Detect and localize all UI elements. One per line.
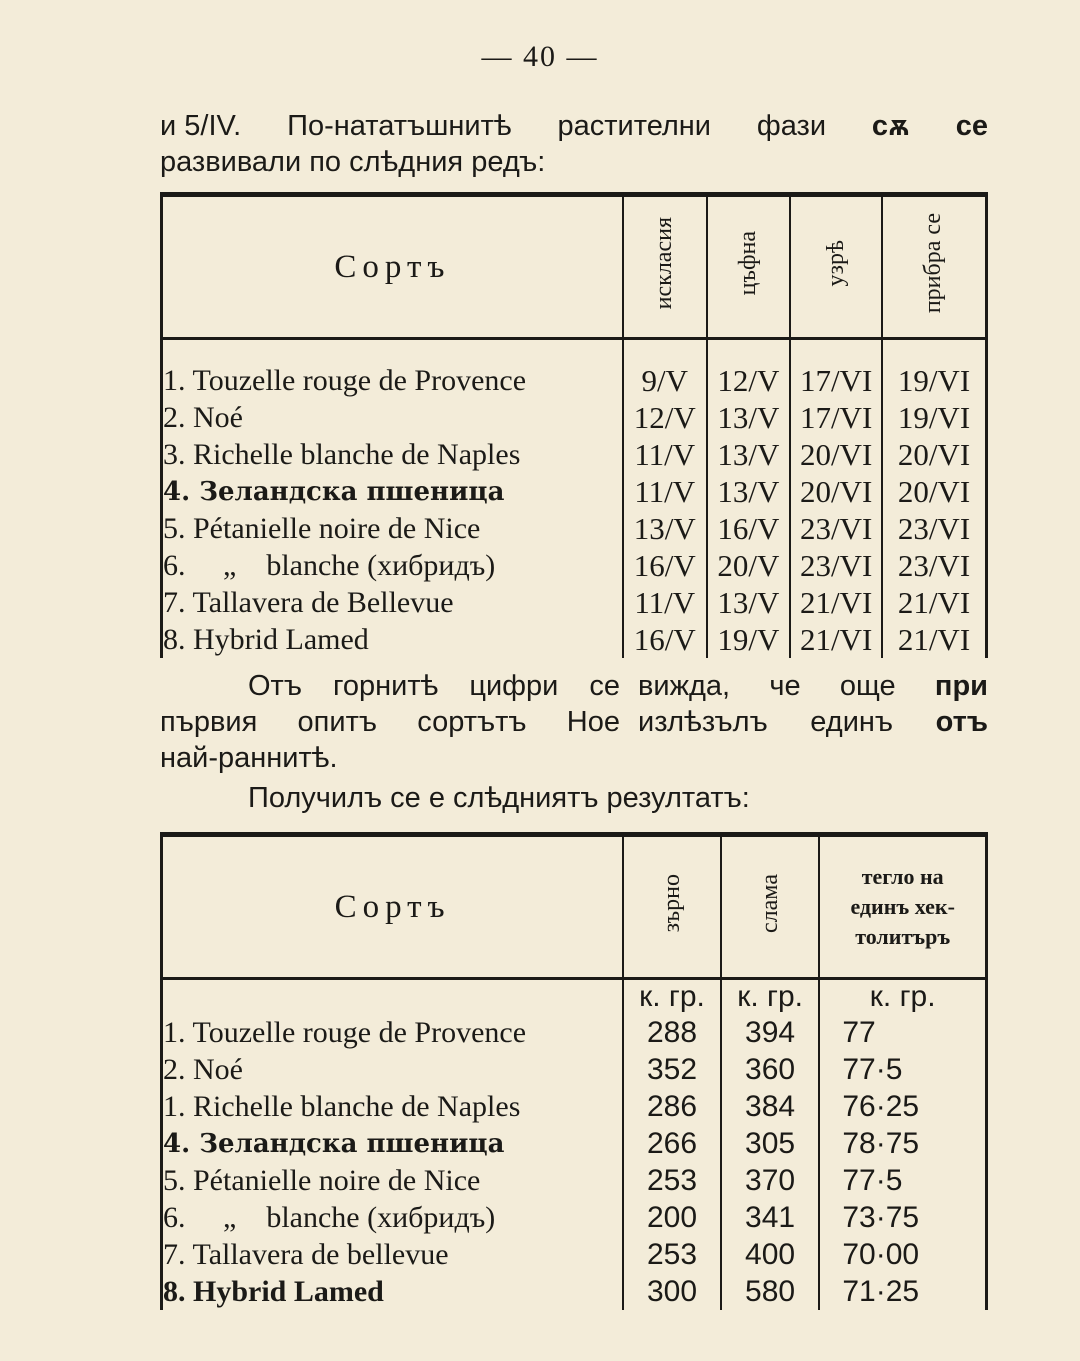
middle-word: още <box>839 670 896 702</box>
table-row <box>162 1162 987 1199</box>
weight-cell: 77·5 <box>819 1051 986 1088</box>
middle-word: опитъ <box>297 706 377 738</box>
variety-name: 7. Tallavera de Bellevue <box>162 584 623 621</box>
variety-name: 1. Touzelle rouge de Provence <box>162 362 623 399</box>
phenology-table <box>160 192 988 658</box>
weight-cell: 76·25 <box>819 1088 986 1125</box>
weight-cell: 73·75 <box>819 1199 986 1236</box>
date-cell: 23/VI <box>790 510 882 547</box>
column-header-label: цъфна <box>734 230 761 296</box>
middle-line-left <box>160 704 620 740</box>
weight-cell: 70·00 <box>819 1236 986 1273</box>
table-row <box>162 1236 987 1273</box>
column-header <box>623 195 707 339</box>
date-cell: 17/VI <box>790 362 882 399</box>
table-row <box>162 1014 987 1051</box>
middle-word: Отъ <box>248 670 302 702</box>
table-row <box>162 362 987 399</box>
date-cell: 12/V <box>623 399 707 436</box>
column-header-label: узрѣ <box>822 239 849 287</box>
straw-cell: 394 <box>721 1014 820 1051</box>
variety-name: 7. Tallavera de bellevue <box>162 1236 624 1273</box>
column-header-line: толитъръ <box>855 924 951 949</box>
column-header-variety: Сортъ <box>162 835 624 979</box>
table-header-row <box>162 835 987 979</box>
date-cell: 11/V <box>623 584 707 621</box>
table-row <box>162 621 987 658</box>
straw-cell: 580 <box>721 1273 820 1310</box>
table-row <box>162 1051 987 1088</box>
middle-paragraph <box>160 668 988 776</box>
variety-name: 2. Noé <box>162 1051 624 1088</box>
table-row <box>162 1125 987 1162</box>
column-header-label: зърно <box>658 873 685 933</box>
table-row <box>162 510 987 547</box>
date-cell: 13/V <box>707 399 791 436</box>
table-row <box>162 1273 987 1310</box>
straw-cell: 305 <box>721 1125 820 1162</box>
date-cell: 21/VI <box>790 621 882 658</box>
variety-name: 8. Hybrid Lamed <box>162 621 623 658</box>
table-header-row <box>162 195 987 339</box>
intro-word: и 5/IV. <box>160 110 242 142</box>
units-row <box>162 979 987 1015</box>
date-cell: 20/V <box>707 547 791 584</box>
date-cell: 23/VI <box>882 547 987 584</box>
variety-name: 2. Noé <box>162 399 623 436</box>
middle-line-left <box>160 668 620 704</box>
date-cell: 21/VI <box>790 584 882 621</box>
page-number: — 40 — <box>481 40 599 73</box>
straw-cell: 370 <box>721 1162 820 1199</box>
variety-name: 5. Pétanielle noire de Nice <box>162 1162 624 1199</box>
middle-line-right <box>638 704 988 740</box>
column-header-line: тегло на <box>861 864 944 889</box>
middle-word: първия <box>160 706 258 738</box>
date-cell: 20/VI <box>790 436 882 473</box>
middle-word: Ное <box>566 706 620 738</box>
date-cell: 16/V <box>623 547 707 584</box>
result-intro: Получилъ се е слѣдниятъ резултатъ: <box>248 782 750 814</box>
middle-word: единъ <box>810 706 894 738</box>
date-cell: 13/V <box>707 473 791 510</box>
middle-word: отъ <box>935 706 988 738</box>
date-cell: 12/V <box>707 362 791 399</box>
date-cell: 21/VI <box>882 584 987 621</box>
date-cell: 16/V <box>623 621 707 658</box>
middle-line-1 <box>160 668 988 704</box>
middle-word: горнитѣ <box>332 670 439 702</box>
variety-name: 1. Richelle blanche de Naples <box>162 1088 624 1125</box>
intro-paragraph <box>160 108 988 180</box>
middle-word: се <box>589 670 620 702</box>
date-cell: 23/VI <box>790 547 882 584</box>
date-cell: 16/V <box>707 510 791 547</box>
date-cell: 9/V <box>623 362 707 399</box>
spacer-cell <box>162 339 623 363</box>
weight-cell: 77·5 <box>819 1162 986 1199</box>
grain-cell: 200 <box>623 1199 721 1236</box>
variety-name: 3. Richelle blanche de Naples <box>162 436 623 473</box>
date-cell: 11/V <box>623 436 707 473</box>
intro-word: растителни <box>557 110 711 142</box>
date-cell: 20/VI <box>790 473 882 510</box>
straw-cell: 384 <box>721 1088 820 1125</box>
table-row <box>162 547 987 584</box>
grain-cell: 288 <box>623 1014 721 1051</box>
intro-line-2: развивали по слѣдния редъ: <box>160 146 546 178</box>
variety-name: 6. „ blanche (хибридъ) <box>162 547 623 584</box>
date-cell: 20/VI <box>882 436 987 473</box>
unit-label: к. гр. <box>721 979 820 1015</box>
date-cell: 19/V <box>707 621 791 658</box>
date-cell: 19/VI <box>882 362 987 399</box>
grain-cell: 253 <box>623 1162 721 1199</box>
table-row <box>162 1199 987 1236</box>
unit-label: к. гр. <box>623 979 721 1015</box>
middle-line-2 <box>160 704 988 740</box>
column-header-line: единъ хек- <box>850 894 955 919</box>
column-header-label: искласия <box>651 216 678 310</box>
column-header-label: слама <box>756 873 783 933</box>
variety-name: 6. „ blanche (хибридъ) <box>162 1199 624 1236</box>
middle-word: излѣзълъ <box>638 706 768 738</box>
grain-cell: 286 <box>623 1088 721 1125</box>
column-header <box>721 835 820 979</box>
date-cell: 21/VI <box>882 621 987 658</box>
date-cell: 17/VI <box>790 399 882 436</box>
intro-line-1 <box>160 108 988 144</box>
unit-label: к. гр. <box>819 979 986 1015</box>
grain-cell: 352 <box>623 1051 721 1088</box>
intro-word: фази <box>756 110 827 142</box>
variety-name: 5. Pétanielle noire de Nice <box>162 510 623 547</box>
grain-cell: 266 <box>623 1125 721 1162</box>
date-cell: 13/V <box>623 510 707 547</box>
date-cell: 23/VI <box>882 510 987 547</box>
spacer-cell <box>162 979 624 1015</box>
intro-word: По-нататъшнитѣ <box>287 110 512 142</box>
middle-word: вижда, <box>638 670 731 702</box>
date-cell: 20/VI <box>882 473 987 510</box>
date-cell: 11/V <box>623 473 707 510</box>
intro-word: се <box>955 110 988 142</box>
column-header <box>882 195 987 339</box>
variety-name: 1. Touzelle rouge de Provence <box>162 1014 624 1051</box>
column-header-variety: Сортъ <box>162 195 623 339</box>
weight-cell: 77 <box>819 1014 986 1051</box>
variety-name: 4. Зеландска пшеница <box>162 1125 624 1162</box>
grain-cell: 253 <box>623 1236 721 1273</box>
middle-line-right <box>638 668 988 704</box>
middle-word: че <box>769 670 801 702</box>
middle-line-3: най-раннитѣ. <box>160 742 338 774</box>
column-header-label: прибра се <box>920 212 947 314</box>
middle-word: цифри <box>469 670 559 702</box>
table-row <box>162 436 987 473</box>
grain-cell: 300 <box>623 1273 721 1310</box>
column-header <box>790 195 882 339</box>
middle-word: при <box>934 670 988 702</box>
variety-name: 8. Hybrid Lamed <box>162 1273 624 1310</box>
weight-cell: 78·75 <box>819 1125 986 1162</box>
intro-word: сѫ <box>871 110 910 142</box>
column-header <box>707 195 791 339</box>
weight-cell: 71·25 <box>819 1273 986 1310</box>
straw-cell: 360 <box>721 1051 820 1088</box>
column-header <box>623 835 721 979</box>
variety-name: 4. Зеландска пшеница <box>162 473 623 510</box>
table-row <box>162 584 987 621</box>
date-cell: 13/V <box>707 436 791 473</box>
middle-word: сортътъ <box>417 706 527 738</box>
straw-cell: 341 <box>721 1199 820 1236</box>
date-cell: 19/VI <box>882 399 987 436</box>
straw-cell: 400 <box>721 1236 820 1273</box>
yield-table <box>160 832 988 1310</box>
date-cell: 13/V <box>707 584 791 621</box>
column-header-weight <box>819 835 986 979</box>
table-row <box>162 1088 987 1125</box>
table-row <box>162 399 987 436</box>
table-row <box>162 473 987 510</box>
